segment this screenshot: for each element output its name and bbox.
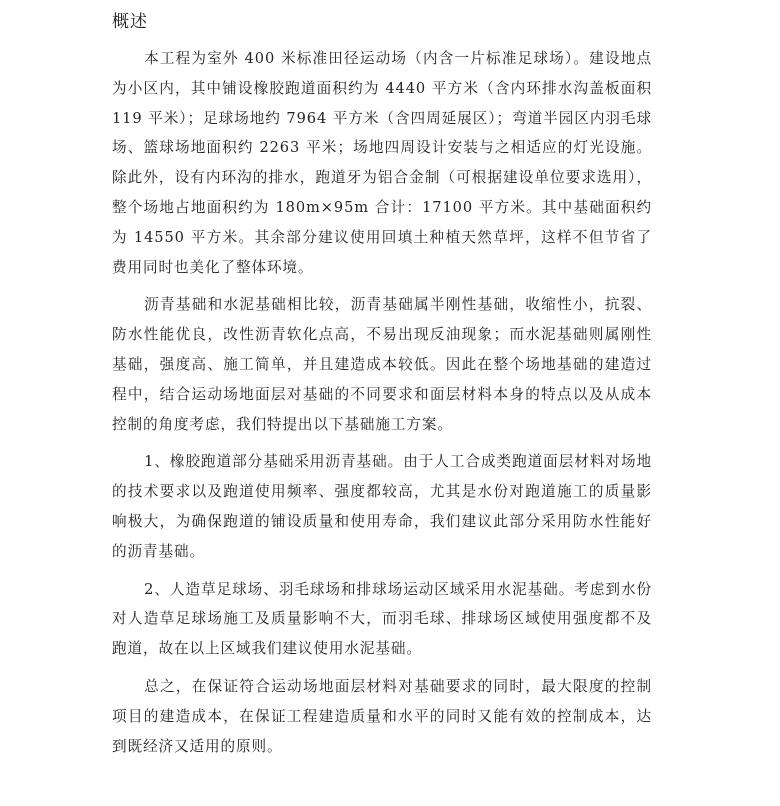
- paragraph-summary: 总之，在保证符合运动场地面层材料对基础要求的同时，最大限度的控制项目的建造成本，在保证工程建造质量和水平的同时又能有效的控制成本，达到既经济又适用的原则。: [112, 677, 652, 755]
- paragraph-track-foundation: 1、橡胶跑道部分基础采用沥青基础。由于人工合成类跑道面层材料对场地的技术要求以及跑道使用频率、强度都较高，尤其是水份对跑道施工的质量影响极大，为确保跑道的铺设质量和使用寿命，我们建议此部分采用防水性能好的沥青基础。: [112, 453, 652, 560]
- section-heading: 概述: [112, 12, 148, 32]
- paragraph-foundation-comparison: 沥青基础和水泥基础相比较，沥青基础属半刚性基础，收缩性小，抗裂、防水性能优良，改性沥青软化点高，不易出现反油现象；而水泥基础则属刚性基础，强度高、施工简单，并且建造成本较低。因此在整个场地基础的建造过程中，结合运动场地面层对基础的不同要求和面层材料本身的特点以及从成本控制的角度考虑，我们特提出以下基础施工方案。: [112, 296, 652, 433]
- paragraph-field-foundation: 2、人造草足球场、羽毛球场和排球场运动区域采用水泥基础。考虑到水份对人造草足球场施工及质量影响不大，而羽毛球、排球场区域使用强度都不及跑道，故在以上区域我们建议使用水泥基础。: [112, 580, 652, 658]
- document-body: [112, 44, 652, 765]
- paragraph-project-overview: 本工程为室外 400 米标准田径运动场（内含一片标准足球场）。建设地点为小区内，其中铺设橡胶跑道面积约为 4440 平方米（含内环排水沟盖板面积 119 平米）；足球场地约 7964 平方米（含四周延展区）；弯道半园区内羽毛球场、篮球场地面积约 2263 平米；场地四周设计安装与之相适应的灯光设施。除此外，设有内环沟的排水，跑道牙为铝合金制（可根据建设单位要求选用），整个场地占地面积约为 180m×95m 合计：17100 平方米。其中基础面积约为 14550 平方米。其余部分建议使用回填土种植天然草坪，这样不但节省了费用同时也美化了整体环境。: [112, 50, 652, 276]
